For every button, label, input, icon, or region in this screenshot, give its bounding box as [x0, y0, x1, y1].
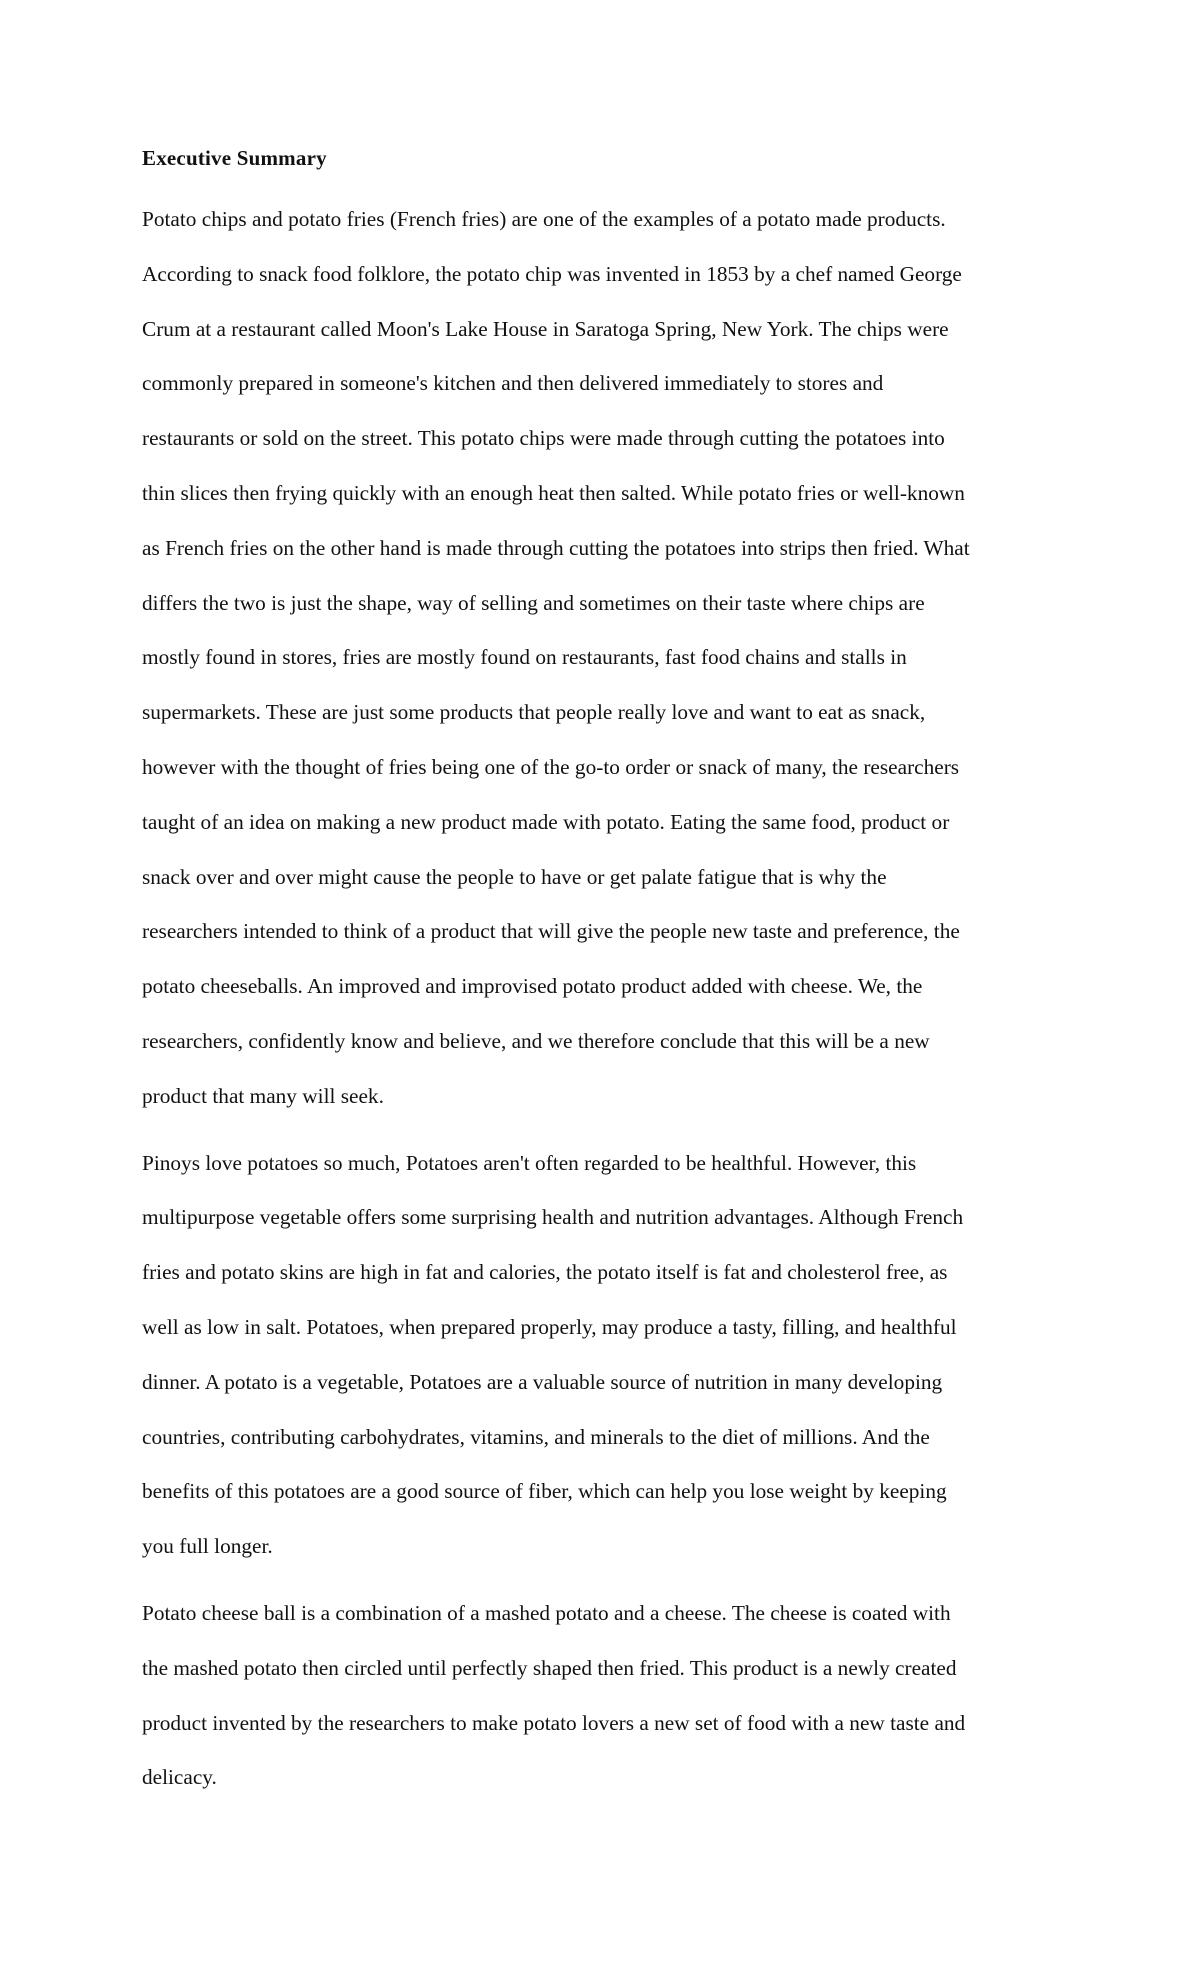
text-line: restaurants or sold on the street. This potato chips were made through cutting the potatoes into — [142, 426, 945, 451]
text-line: product invented by the researchers to make potato lovers a new set of food with a new taste and — [142, 1710, 966, 1735]
text-line: the mashed potato then circled until perfectly shaped then fried. This product is a newly created — [142, 1655, 957, 1680]
text-line: delicacy. — [142, 1765, 217, 1790]
text-line: potato cheeseballs. An improved and improvised potato product added with cheese. We, the — [142, 974, 923, 999]
text-line: product that many will seek. — [142, 1083, 384, 1108]
text-line: taught of an idea on making a new product made with potato. Eating the same food, product or — [142, 809, 950, 834]
text-line: researchers intended to think of a product that will give the people new taste and preference, the — [142, 919, 960, 944]
text-line: mostly found in stores, fries are mostly found on restaurants, fast food chains and stalls in — [142, 645, 907, 670]
paragraph-1 — [142, 192, 1072, 1124]
document-body — [142, 140, 1072, 1817]
text-line: as French fries on the other hand is made through cutting the potatoes into strips then fried. What — [142, 535, 970, 560]
text-line: snack over and over might cause the people to have or get palate fatigue that is why the — [142, 864, 887, 889]
text-line: you full longer. — [142, 1534, 273, 1559]
text-line: supermarkets. These are just some products that people really love and want to eat as snack, — [142, 700, 926, 725]
text-line: multipurpose vegetable offers some surprising health and nutrition advantages. Although French — [142, 1205, 964, 1230]
section-heading: Executive Summary — [142, 146, 327, 170]
paragraph-3 — [142, 1586, 1072, 1805]
text-line: well as low in salt. Potatoes, when prepared properly, may produce a tasty, filling, and healthful — [142, 1314, 957, 1339]
text-line: countries, contributing carbohydrates, vitamins, and minerals to the diet of millions. And the — [142, 1424, 930, 1449]
text-line: According to snack food folklore, the potato chip was invented in 1853 by a chef named George — [142, 261, 962, 286]
text-line: benefits of this potatoes are a good source of fiber, which can help you lose weight by keeping — [142, 1479, 947, 1504]
text-line: Pinoys love potatoes so much, Potatoes aren't often regarded to be healthful. However, this — [142, 1150, 917, 1175]
text-line: commonly prepared in someone's kitchen and then delivered immediately to stores and — [142, 371, 884, 396]
text-line: researchers, confidently know and believe, and we therefore conclude that this will be a new — [142, 1028, 930, 1053]
text-line: Crum at a restaurant called Moon's Lake House in Saratoga Spring, New York. The chips were — [142, 316, 949, 341]
paragraph-container — [142, 192, 1072, 1805]
text-line: thin slices then frying quickly with an enough heat then salted. While potato fries or well-known — [142, 480, 965, 505]
text-line: Potato chips and potato fries (French fries) are one of the examples of a potato made products. — [142, 207, 946, 231]
text-line: however with the thought of fries being one of the go-to order or snack of many, the researchers — [142, 754, 960, 779]
text-line: dinner. A potato is a vegetable, Potatoes are a valuable source of nutrition in many developing — [142, 1369, 943, 1394]
paragraph-2 — [142, 1136, 1072, 1574]
text-line: differs the two is just the shape, way of selling and sometimes on their taste where chips are — [142, 590, 925, 615]
text-line: Potato cheese ball is a combination of a mashed potato and a cheese. The cheese is coated with — [142, 1600, 951, 1625]
text-line: fries and potato skins are high in fat and calories, the potato itself is fat and cholesterol free, as — [142, 1260, 948, 1285]
